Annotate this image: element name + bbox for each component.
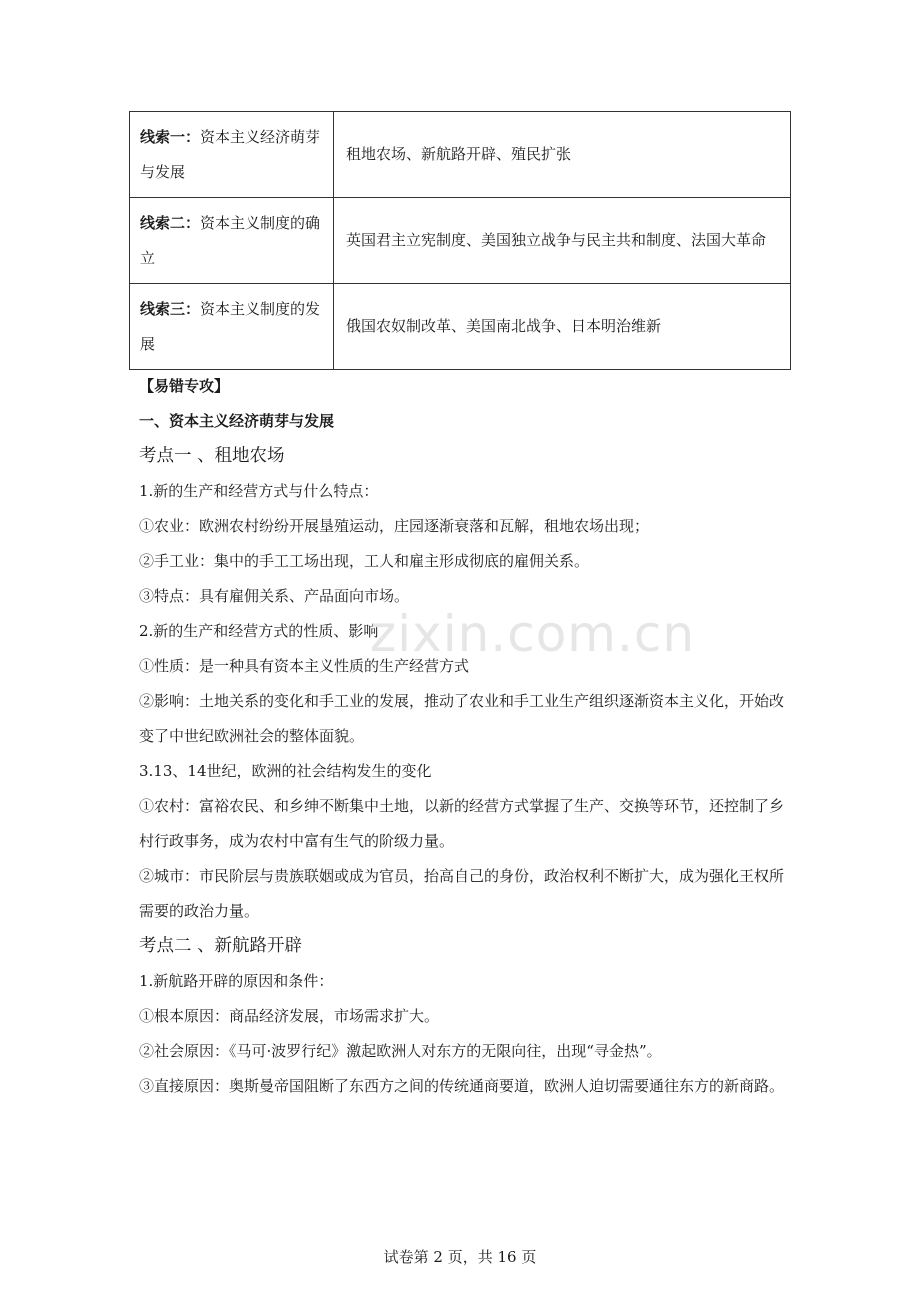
clue-label-text: 资本主义经济萌芽与发展 <box>140 127 321 181</box>
kp1-q1-a: ①农业：欧洲农村纷纷开展垦殖运动，庄园逐渐衰落和瓦解，租地农场出现； <box>139 517 650 535</box>
page-footer: 试卷第 2 页，共 16 页 <box>383 1248 537 1266</box>
main-content <box>139 369 791 1104</box>
kp2-q1-a: ①根本原因：商品经济发展，市场需求扩大。 <box>139 1007 440 1025</box>
clue-label-cell <box>130 198 334 284</box>
table-row <box>130 198 791 284</box>
clue-label: 线索二： <box>140 213 201 232</box>
clue-label: 线索三： <box>140 299 201 318</box>
clue-label-cell <box>130 112 334 198</box>
kp1-q2-a: ①性质：是一种具有资本主义性质的生产经营方式 <box>139 657 470 675</box>
clue-label-text: 资本主义制度的发展 <box>140 299 321 353</box>
kp1-q2-b: ②影响：土地关系的变化和手工业的发展，推动了农业和手工业生产组织逐渐资本主义化，开始改变了中世纪欧洲社会的整体面貌。 <box>139 692 785 745</box>
kp1-title: 考点一 、租地农场 <box>139 446 285 466</box>
table-row <box>130 284 791 370</box>
kp1-q1-c: ③特点：具有雇佣关系、产品面向市场。 <box>139 587 410 605</box>
clue-label: 线索一： <box>140 127 201 146</box>
kp2-title: 考点二 、新航路开辟 <box>139 936 303 956</box>
clue-table <box>129 111 791 370</box>
table-row <box>130 112 791 198</box>
kp1-q3-a: ①农村：富裕农民、和乡绅不断集中土地，以新的经营方式掌握了生产、交换等环节，还控制了乡村行政事务，成为农村中富有生气的阶级力量。 <box>139 797 785 850</box>
kp1-q1: 1.新的生产和经营方式与什么特点： <box>139 482 379 500</box>
clue-label-text: 资本主义制度的确立 <box>140 213 321 267</box>
kp1-q3-b: ②城市：市民阶层与贵族联姻或成为官员，抬高自己的身份，政治权利不断扩大，成为强化王权所需要的政治力量。 <box>139 867 785 920</box>
kp2-q1-b: ②社会原因：《马可·波罗行纪》激起欧洲人对东方的无限向往，出现“寻金热”。 <box>139 1042 662 1060</box>
kp2-q1-c: ③直接原因：奥斯曼帝国阻断了东西方之间的传统通商要道，欧洲人迫切需要通往东方的新商路。 <box>139 1077 785 1095</box>
clue-content: 俄国农奴制改革、美国南北战争、日本明治维新 <box>334 284 791 370</box>
kp1-q1-b: ②手工业：集中的手工工场出现，工人和雇主形成彻底的雇佣关系。 <box>139 552 590 570</box>
clue-content: 英国君主立宪制度、美国独立战争与民主共和制度、法国大革命 <box>334 198 791 284</box>
watermark: zixin.com.cn <box>370 605 696 663</box>
clue-content: 租地农场、新航路开辟、殖民扩张 <box>334 112 791 198</box>
kp1-q2: 2.新的生产和经营方式的性质、影响 <box>139 622 379 640</box>
kp2-q1: 1.新航路开辟的原因和条件： <box>139 972 334 990</box>
section-heading: 【易错专攻】 <box>139 377 230 395</box>
part-title: 一、资本主义经济萌芽与发展 <box>139 412 335 430</box>
kp1-q3: 3.13、14世纪，欧洲的社会结构发生的变化 <box>139 762 432 780</box>
clue-label-cell <box>130 284 334 370</box>
